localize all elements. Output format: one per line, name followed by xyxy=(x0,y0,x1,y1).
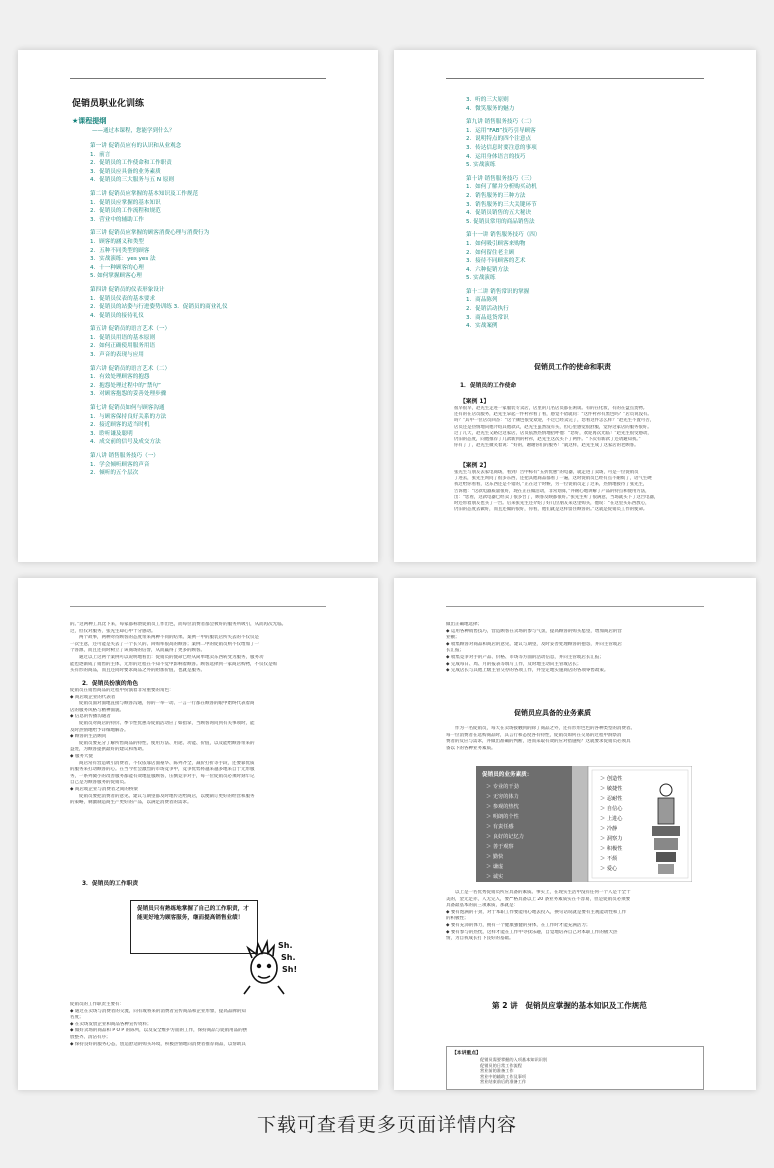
quality-left-item: ＞ 善于观察 xyxy=(486,844,514,850)
toc-item: 3．传达信息时要注意的事项 xyxy=(466,144,537,151)
case-1-text xyxy=(454,406,706,449)
text-line: 时还带着朋友也买了一台。后来张先生还介绍了好几位朋友来这里购买，他说：“在这里买东西放心， xyxy=(454,501,650,507)
text-line: 的策略，刺激制造商生产更好的产品，以满足消费者的需求。 xyxy=(70,800,192,806)
quality-right-item: ＞ 积极性 xyxy=(600,846,623,852)
text-line: ◆ 收集顾客对商品和商店的意见，建议与期望，及时妥善处理顾客的抱怨，并向主管或店 xyxy=(446,641,622,647)
section-title: 促销员工作的使命和职责 xyxy=(534,363,611,371)
toc-chapter-heading: 第九讲 销售服务技巧（二） xyxy=(466,119,535,126)
toc-item: 2．促销活动执行 xyxy=(466,306,509,313)
document-page-4 xyxy=(394,578,756,1090)
toc-item: 1．如何了解并分析购买动机 xyxy=(466,184,537,191)
quality-right-item: ＞ 忍耐性 xyxy=(600,796,623,802)
quality-left-item: ＞ 明朗的个性 xyxy=(486,814,519,820)
key-point-item: 营业前的准备工作 xyxy=(480,1068,514,1074)
case-2-text xyxy=(454,470,706,513)
figure-heading: 促销员的业务素质： xyxy=(482,772,533,778)
document-title: 促销员职业化训练 xyxy=(72,99,145,109)
toc-item: 1．如何吸引顾客来购物 xyxy=(466,240,526,247)
document-page-1 xyxy=(18,50,378,562)
download-caption: 下载可查看更多页面详情内容 xyxy=(256,1114,517,1136)
header-rule xyxy=(70,606,326,607)
toc-chapter-heading: 第十讲 销售服务技巧（三） xyxy=(466,175,535,182)
text-line: ◆ 顾客的生活顾问 xyxy=(70,734,107,740)
text-line: ◆ 完成每日、周、月的报表等填写工作，及时地主动向主管或店长； xyxy=(446,661,582,667)
body-text xyxy=(70,1002,332,1048)
text-line: 促销员的工作职责主要有： xyxy=(70,1002,124,1007)
toc-group xyxy=(90,365,340,399)
svg-text:Sh.: Sh. xyxy=(281,953,296,962)
text-line: 以上是一名优秀促销员所应具备的素质。事实上，在现实生活中没有任何一个人是十全十 xyxy=(446,890,631,895)
text-line: ◆ 要有充沛的体力，拥有一个健康强健的身体，在工作时才能充满活力； xyxy=(446,922,591,928)
text-line: 的服务来打动顾客的心。在当今社会激烈的市场竞争中，竞争优势将越来越多地来自于无形服 xyxy=(70,767,255,773)
toc-item: 1．有效处理顾客的抱怨 xyxy=(90,374,150,381)
quality-right-item: ＞ 上进心 xyxy=(600,816,623,822)
toc-item: 1．与顾客保持良好关系的方法 xyxy=(90,413,167,420)
key-point-item: 营业中的辅助工作及事项 xyxy=(480,1073,527,1079)
text-line: 促销员面对面地直接与顾客沟通，你的一举一动、一言一行都在顾客的眼中始终代表着商 xyxy=(70,701,255,707)
toc-chapter-heading: 第十二讲 销售常识的掌握 xyxy=(466,288,530,295)
text-line: 告诉他：“这款电器质量很好，现在正在做活动，非常划算，”并耐心地讲解了产品的特点和使用方法， xyxy=(454,488,650,494)
toc-item: 2．促销员的站姿与行进姿势训练 3．促销员的商业礼仪 xyxy=(90,304,228,311)
quality-right-item: ＞ 自信心 xyxy=(600,806,623,812)
callout-box: 促销员只有熟练地掌握了自己的工作职责，才能更好地为顾客服务，继而提高销售业绩！ xyxy=(130,900,258,954)
toc-item: 1．促销员应掌握的基本知识 xyxy=(90,199,161,206)
toc-item: 3．商品退货常识 xyxy=(466,314,509,321)
toc-item: 4．十一种顾客的心理 xyxy=(90,264,144,271)
text-line: 个客源，而且还同时树立了该商场的信誉，从而赢得了更多的顾客。 xyxy=(70,648,205,654)
toc-item: 4．六种促销方法 xyxy=(466,266,509,273)
quality-right-item: ＞ 爱心 xyxy=(600,866,618,872)
svg-text:Sh!: Sh! xyxy=(282,965,298,974)
key-point-item: 促销员需要掌握的入项基本知识识别 xyxy=(480,1057,548,1062)
header-rule xyxy=(70,78,326,79)
text-line: ◆ 运用各种销售技巧，营造顾客在卖场的参与气氛，提高顾客的购买愿望，增加商店的营 xyxy=(446,628,622,634)
text-line: 通过以上这两个案例可以说明地看出：促销员的使命已经从简单地卖东西转变为服务，服务功 xyxy=(70,654,264,660)
text-line: 促销员对商店的特价、季节性优惠等促销活动应了如指掌，当顾客询问到有关事项时，能 xyxy=(70,720,255,726)
toc-item: 2．如何留住老主顾 xyxy=(466,249,515,256)
quality-left-item: ＞ 无穷的体力 xyxy=(486,794,519,800)
quality-left-item: ＞ 诚实 xyxy=(486,874,504,880)
case-label: 【案例 2】 xyxy=(460,463,490,469)
toc-item: 2．五种不同类型的顾客 xyxy=(90,247,150,254)
text-line: 及时热情地给予详细地解答。 xyxy=(70,727,129,733)
quality-left-item: ＞ 有责任感 xyxy=(486,824,514,830)
text-line: 店的服务风格与精神面貌。 xyxy=(70,707,124,713)
toc-chapter-heading: 第十一讲 销售服务技巧（四） xyxy=(466,232,541,239)
text-line: 美的，金无足赤，人无完人，要严格具备以上 20 条业务素质实在不容易，但是促销员必须要 xyxy=(446,896,631,902)
toc-item: 4．成交前的信号及成交方法 xyxy=(90,439,161,446)
text-line: ◆ 通过在卖场与消费者的交流，向有或将来的消费者宣传商品和企业形象，提高品牌的知 xyxy=(70,1008,246,1014)
toc-chapter-heading: 第七讲 促销员如何与顾客沟通 xyxy=(90,405,165,412)
text-line: ◆ 要有饱满的干劲，对于本职工作要能用心地去投入，换句话说就是要有主观能动性和工作 xyxy=(446,909,627,915)
toc-item: 1．顾客的涵义和类型 xyxy=(90,238,144,245)
subsection-title: 1．促销员的工作使命 xyxy=(460,383,517,389)
subsection-title: 2．促销员扮演的角色 xyxy=(82,681,139,687)
header-rule xyxy=(446,606,704,607)
quality-left-item: ＞ 良好的记忆力 xyxy=(486,834,524,840)
toc-item: 3．对顾客抱怨的妥善处理步骤 xyxy=(90,391,167,398)
table-of-contents xyxy=(90,142,340,483)
course-outline-heading: ★课程提纲 xyxy=(72,117,107,125)
quality-right-item: ＞ 敏捷性 xyxy=(600,786,623,792)
text-line: 很早很早，赵先生走进一家服装专卖店，店里的几名店员都在闲谈。有的在化妆，有的在盘点货物。 xyxy=(454,406,648,411)
toc-item: 2．如何正确使用服务用语 xyxy=(90,343,156,350)
toc-group xyxy=(90,404,340,447)
text-line: 做出正确地选择； xyxy=(446,622,482,627)
text-line: ◆ 做好卖场的商品和 P O P 的陈列，以及安全维护方面的工作，保持商品与促销用品的摆 xyxy=(70,1028,248,1034)
toc-item: 4．促销员的接待礼仪 xyxy=(90,312,144,319)
text-line: 务，一系列微小的改善服务都能有效地征服顾客，压倒竞争对手，每一位促销员必须时刻牢记 xyxy=(70,773,255,779)
text-line: ◆ 完成店长与其他上级主管交办的各项工作，并坚定地实施商店的各项零售政策。 xyxy=(446,668,609,674)
toc-chapter-heading: 第三讲 促销员应掌握的顾客消费心理与消费行为 xyxy=(90,230,210,237)
toc-item: 2．销售服务的三种方法 xyxy=(466,192,526,199)
toc-group xyxy=(90,229,340,281)
toc-group xyxy=(466,231,716,283)
text-line: 还有的在店员服务，赵先生拿起一件衬衫看了看，感觉不错就问：“这件衬衫有黑色吗？”店员说没有。 xyxy=(454,412,652,418)
text-line: 过，但仅对服务，张先生却心中十分感动。 xyxy=(70,628,156,634)
text-line: 买有形的商品，而且还同时要求商品之外的附加价值，也就是服务。 xyxy=(70,668,205,674)
document-page-2 xyxy=(394,50,756,562)
toc-item: 1．运用“FAB”技巧引导顾客 xyxy=(466,127,536,134)
text-line: 商店常有营造吸引消费者，不仅依靠店面豪华、陈列齐全，减价打折等手段，还要靠优质 xyxy=(70,760,255,766)
text-line: 出：“您看，这款电器已经卖了很多台了，顾客反映都很好。”张先生听了很满意，当场就买下了这台电器， xyxy=(454,494,659,500)
quality-right-item: ＞ 创造性 xyxy=(600,776,623,782)
toc-item: 2．抱怨处理过程中的“禁句” xyxy=(90,382,161,389)
text-line: 促销员在销售商品的过程中扮演着非常重要的角色： xyxy=(70,688,174,693)
text-line: 长汇报； xyxy=(446,648,464,654)
quality-left-item: ＞ 参观的热忱 xyxy=(486,804,519,810)
toc-group xyxy=(466,96,716,113)
text-line: 费者的反应与需求，并做出准确的判断，进而采取有效的应对措施呢？这就要求促销员必须具 xyxy=(446,739,631,745)
quality-right-item: ＞ 洞察力 xyxy=(600,836,623,842)
table-of-contents-continued xyxy=(466,96,716,336)
text-line: 具备最基本的前三项素质，那就是： xyxy=(446,903,518,909)
toc-item: 3．销售服务的三大关键环节 xyxy=(466,201,537,208)
text-line: 了进去，张先生询问了很多东西，还把其他商品都看了一遍，这时促销员已经有点不耐烦了，语气生硬 xyxy=(454,476,652,482)
text-line: ◆ 收集竞争对手的产品、价格、市场等方面的活动信息，并向主管或店长汇报； xyxy=(446,654,604,660)
toc-group xyxy=(466,288,716,331)
quality-left-item: ＞ 勤快 xyxy=(486,854,504,860)
text-line: ◆ 保持良好的服务心态，创造舒适的购买环境，积极热情地向消费者推荐商品，以帮助其 xyxy=(70,1041,246,1047)
toc-chapter-heading: 3．听的三大原则 xyxy=(466,97,509,103)
toc-item: 4．促销员的三大服务与五 N 原则 xyxy=(90,177,175,184)
text-line: 情，为自我成长打下良好的基础。 xyxy=(446,936,514,942)
body-text xyxy=(446,890,708,943)
toc-item: 1．促销员仪表的基本要求 xyxy=(90,295,156,302)
text-line: 仍旧的态度去做好，而且还做的很好，你看，他们就是这样留住顾客的。”这就是促销员工作的使命。 xyxy=(454,507,648,513)
text-line: 名度； xyxy=(70,1015,84,1021)
quality-left-item: ＞ 专业的干劲 xyxy=(486,784,519,790)
toc-group xyxy=(90,325,340,359)
quality-left-item: ＞ 谦虚 xyxy=(486,864,504,870)
text-line: ◆ 在卖场发放企业和商品各种宣传资料； xyxy=(70,1021,152,1027)
key-point-item: 促销员的日常工作流程 xyxy=(480,1062,522,1068)
text-line: 张先生与朋友去家电商场，看到广告中标有“五折优惠”的电器，就走进了卖场，可是一位促销员 xyxy=(454,470,639,475)
toc-item: 2．倾听的五个层次 xyxy=(90,470,139,477)
toc-item: 3．营业中的辅助工作 xyxy=(90,216,144,223)
toc-item: 1．商品陈列 xyxy=(466,297,498,304)
course-outline-subheading: ——通过本课程，您能学到什么？ xyxy=(92,128,175,134)
toc-item: 4．促销员销售的五大秘诀 xyxy=(466,210,532,217)
toc-item: 1．学会倾听顾客的声音 xyxy=(90,461,150,468)
body-text xyxy=(70,688,332,807)
toc-chapter-heading: 第二讲 促销员应掌握的基本知识及工作规范 xyxy=(90,190,199,197)
toc-group xyxy=(90,190,340,224)
toc-chapter-heading: 第四讲 促销员的仪表形象设计 xyxy=(90,286,165,293)
toc-group xyxy=(90,452,340,478)
text-line: 过了几天，赵先生又路过这家店，店员依然热情地招呼他：“您好，欢迎再次光临！”赵先生很受感动， xyxy=(454,430,652,436)
chapter-title: 第 2 讲 促销员应掌握的基本知识及工作规范 xyxy=(492,1001,647,1010)
text-line: ◆ 商店或企业的代表者 xyxy=(70,694,116,700)
text-line: 能也逐渐成了销售的主体，无形的过程在不知不觉中影响着顾客。顾客选择到一家商店购物，不仅仅是购 xyxy=(70,661,277,667)
text-line: ◆ 要有参与的热忱，这样才能在工作中寻找乐趣，自觉地培养自己对本职工作的极大热 xyxy=(446,929,618,935)
toc-chapter-heading: 第六讲 促销员的语言艺术（二） xyxy=(90,365,171,372)
toc-item: 4．运用身体语言的技巧 xyxy=(466,153,526,160)
qualities-figure xyxy=(476,766,692,882)
toc-chapter-heading: 第一讲 促销员应有的认识和从业观念 xyxy=(90,143,182,149)
quality-right-item: ＞ 冷静 xyxy=(600,826,618,832)
toc-item: 3．声音的表现与应用 xyxy=(90,352,144,359)
toc-item: 3．促销员应具备的业务素质 xyxy=(90,168,161,175)
case-label: 【案例 1】 xyxy=(460,399,490,405)
toc-chapter-heading: 第五讲 促销员的语言艺术（一） xyxy=(90,326,171,333)
header-rule xyxy=(446,78,704,79)
quality-right-item: ＞ 不烦 xyxy=(600,856,618,862)
text-line: 吗？”其中一位店员回答：“这个颜色很受欢迎，不过已经卖完了，您看这件怎么样？”赵先生不置可否， xyxy=(454,418,655,424)
text-line: 促销员要把消费者的意见、建议与期望都及时地传达给商店，以便制订更好的经营和服务 xyxy=(70,793,255,799)
toc-item: 2．促销员的工作使命和工作职责 xyxy=(90,160,172,167)
section-title: 促销员应具备的业务素质 xyxy=(514,709,591,717)
key-point-item: 营业结束前后的准备工作 xyxy=(480,1079,527,1085)
toc-group xyxy=(90,286,340,320)
toc-item: 5. 实战演练 xyxy=(466,162,496,169)
toc-item: 1．促销员用语的基本原则 xyxy=(90,334,156,341)
text-line: 仍旧的态度，向他推荐了几款新到的衬衫，赵先生这次买下了两件。“下次有新款了还请通知我。” xyxy=(454,437,641,443)
text-line: 的。”这两种工具比下来，每家都称赞促销员工作出色，而每位消费者都会被好的服务所吸引，从而再次光临。 xyxy=(70,622,287,627)
text-line: 一次生意，还可能是失去了一个长久的、回购率很高的顾客；案例二中的促销员则不仅增加了一 xyxy=(70,641,259,647)
toc-item: 4．实战案例 xyxy=(466,323,498,330)
toc-item: 3．聆听谦及聪明 xyxy=(90,430,133,437)
toc-item: 2．接近顾客的适当时机 xyxy=(90,422,150,429)
text-line: ◆ 商店或企业与消费者之间的桥梁 xyxy=(70,786,138,792)
text-line: 备以下的各种业务素质。 xyxy=(446,745,496,751)
subsection-title: 3．促销员的工作职责 xyxy=(82,881,139,887)
key-points-box xyxy=(446,1046,704,1090)
toc-item: 3．实战演练：yes yes 法 xyxy=(90,256,156,263)
text-line: ◆ 服务大使 xyxy=(70,753,93,759)
toc-item: 2．说明特点的四个注意点 xyxy=(466,136,532,143)
text-line: 两个故事，两种对待顾客的态度带来两种不同的结果。案例一中的服装店所失去的不仅仅是 xyxy=(70,635,259,641)
text-line: 放整齐、清洁有序； xyxy=(70,1034,111,1040)
body-text xyxy=(70,622,332,675)
toc-group xyxy=(466,175,716,227)
text-line: 促销员要充分了解所售商品的特性、使用方法、用途、功能、价值，以及能给顾客带来的 xyxy=(70,740,255,746)
text-line: 每一位消费者在选购商品时，其言行和态度各有特性，促销员如何在交易的过程中洞察消 xyxy=(446,732,622,738)
toc-group xyxy=(466,118,716,170)
cartoon-illustration xyxy=(240,934,300,996)
text-line: 店员还是热情地向他介绍其他款式，赵先生虽然没有买，但心里感觉很舒服，觉得这家店的服务很好。 xyxy=(454,424,652,430)
text-line: 我过给你看看，这东西还是不错的，”正在这个时候，另一位促销员走了过来，热情地接待了张先生， xyxy=(454,482,648,488)
toc-group xyxy=(90,142,340,185)
text-line: 你有了了，赵先生微笑着说：“好的，谢谢你们的服务！”就这样，赵先生成了这家店的老顾客。 xyxy=(454,443,639,449)
text-line: 的积极性； xyxy=(446,916,469,922)
text-line: 作为一名促销员，每天在卖场接触到的除了商品之外，还有形形色色的各种类型的消费者。 xyxy=(446,726,635,731)
text-line: 益处，为顾客提供最好的建议和帮助。 xyxy=(70,747,147,753)
cartoon-text: Sh. xyxy=(278,941,293,950)
toc-item: 4．微笑服务的魅力 xyxy=(466,105,515,112)
text-line: 自己是为顾客服务的促销员。 xyxy=(70,780,129,786)
document-page-3 xyxy=(18,578,378,1090)
text-line: 业额； xyxy=(446,635,460,641)
toc-item: 5. 促销员常用的商品销售法 xyxy=(466,218,535,225)
toc-item: 3．接待不同顾客的艺术 xyxy=(466,258,526,265)
toc-chapter-heading: 第八讲 销售服务技巧（一） xyxy=(90,453,159,459)
key-points-heading: 【本讲重点】 xyxy=(452,1051,481,1056)
body-text xyxy=(446,622,708,675)
toc-item: 1．前言 xyxy=(90,151,111,158)
toc-item: 2．促销员的工作流程和规范 xyxy=(90,208,161,215)
toc-item: 5. 如何掌握顾客心理 xyxy=(90,273,142,280)
body-text xyxy=(446,726,708,752)
toc-item: 5. 实战演练 xyxy=(466,275,496,282)
text-line: ◆ 信息的传播沟通者 xyxy=(70,714,111,720)
